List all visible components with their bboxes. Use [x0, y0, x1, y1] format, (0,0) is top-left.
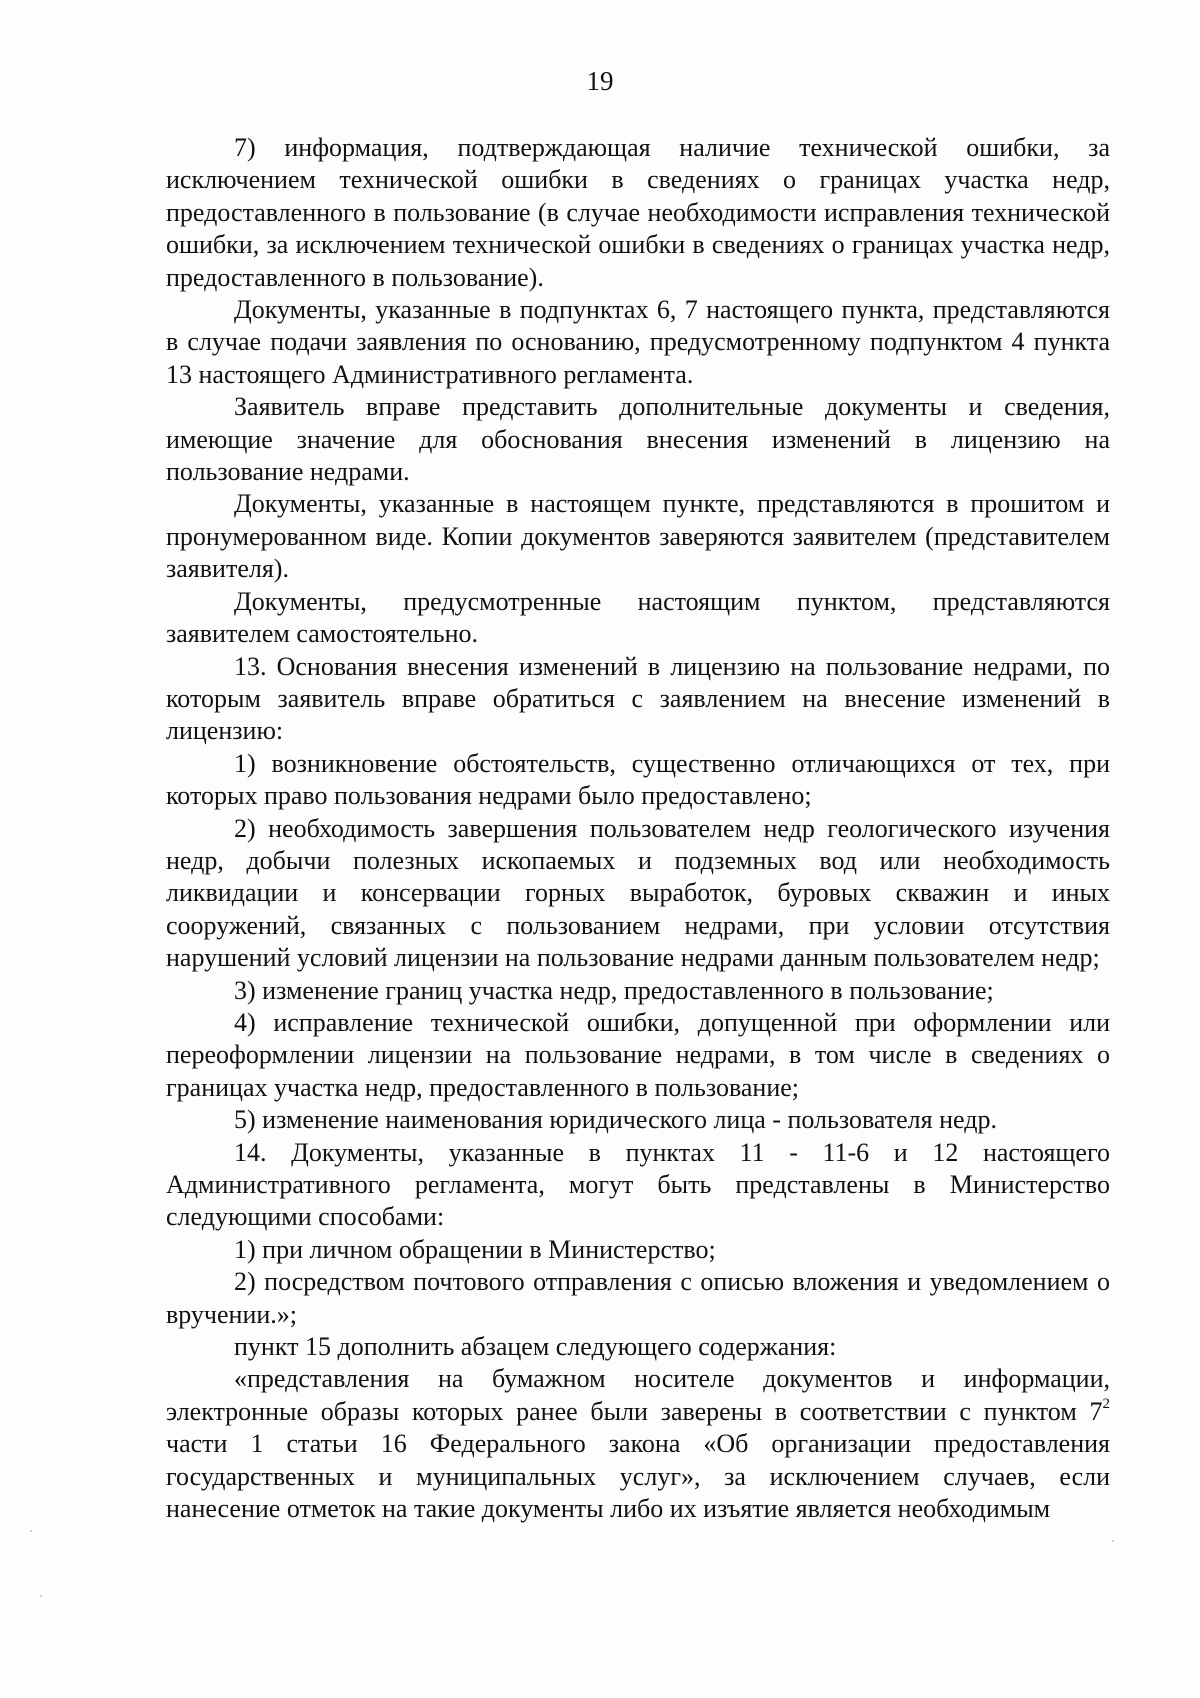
paragraph-paper-documents-quote: [166, 1363, 1110, 1525]
paragraph-stitched-numbered: Документы, указанные в настоящем пункте, представляются в прошитом и пронумерованном виде. Копии документов заверяются заявителем (представителем заявителя).: [166, 489, 1110, 584]
paragraph-ground-1: 1) возникновение обстоятельств, существенно отличающихся от тех, при которых право пользования недрами было предоставлено;: [166, 748, 1110, 811]
paragraph-ground-4: 4) исправление технической ошибки, допущенной при оформлении или переоформлении лицензии на пользование недрами, в том числе в сведениях о границах участка недр, предоставленного в пользование;: [166, 1007, 1110, 1102]
paragraph-method-1: 1) при личном обращении в Министерство;: [234, 1234, 716, 1264]
paragraph-ground-5: 5) изменение наименования юридического лица - пользователя недр.: [234, 1105, 997, 1135]
quote-text-end: части 1 статьи 16 Федерального закона «Об организации предоставления государственных и муниципальных услуг», за исключением случаев, если нанесение отметок на такие документы либо их изъятие является необходимым: [166, 1429, 1110, 1524]
document-body: [166, 132, 1110, 1525]
scan-speck: [30, 1530, 32, 1532]
superscript-2: 2: [1102, 1395, 1110, 1412]
paragraph-submitted-independently: Документы, предусмотренные настоящим пунктом, представляются заявителем самостоятельно.: [166, 586, 1110, 649]
paragraph-section-13-grounds: 13. Основания внесения изменений в лицензию на пользование недрами, по которым заявитель вправе обратиться с заявлением на внесение изменений в лицензию:: [166, 651, 1110, 746]
paragraph-item-15-amendment: пункт 15 дополнить абзацем следующего содержания:: [234, 1332, 837, 1362]
paragraph-section-14-submission: 14. Документы, указанные в пунктах 11 - 11-6 и 12 настоящего Административного регламента, могут быть представлены в Министерство следующими способами:: [166, 1137, 1110, 1232]
paragraph-documents-subitems-6-7: Документы, указанные в подпунктах 6, 7 настоящего пункта, представляются в случае подачи заявления по основанию, предусмотренному подпунктом 4 пункта 13 настоящего Административного регламента.: [166, 295, 1110, 389]
paragraph-method-2: 2) посредством почтового отправления с описью вложения и уведомлением о вручении.»;: [166, 1267, 1110, 1329]
paragraph-ground-2: 2) необходимость завершения пользователем недр геологического изучения недр, добычи полезных ископаемых и подземных вод или необходимость ликвидации и консервации горных выработок, буровых скважин и иных сооружений, связанных с пользованием недрами, при условии отсутствия нарушений условий лицензии на пользование недрами данным пользователем недр;: [166, 813, 1110, 973]
paragraph-ground-3: 3) изменение границ участка недр, предоставленного в пользование;: [234, 975, 994, 1005]
paragraph-additional-documents: Заявитель вправе представить дополнительные документы и сведения, имеющие значение для обоснования внесения изменений в лицензию на пользование недрами.: [166, 392, 1110, 487]
scan-speck: [1112, 1540, 1114, 1542]
paragraph-item-7-technical-error-info: 7) информация, подтверждающая наличие технической ошибки, за исключением технической ошибки в сведениях о границах участка недр, предоставленного в пользование (в случае необходимости исправления технической ошибки, за исключением технической ошибки в сведениях о границах участка недр, предоставленного в пользование).: [166, 133, 1110, 292]
quote-text-start: «представления на бумажном носителе документов и информации, электронные образы которых ранее были заверены в соответствии с пунктом 7: [166, 1364, 1110, 1426]
scan-speck: [40, 1595, 42, 1597]
page-number: 19: [586, 66, 614, 96]
